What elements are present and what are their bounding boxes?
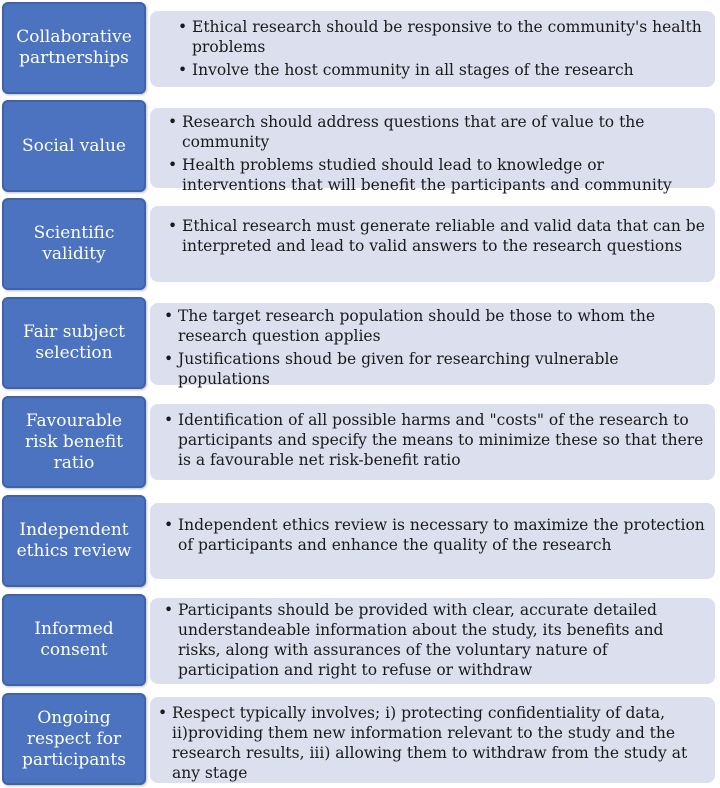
principle-label: Independent ethics review bbox=[2, 495, 146, 587]
bullet-point: • Research should address questions that are of value to the community bbox=[168, 112, 705, 152]
principle-label: Scientific validity bbox=[2, 198, 146, 290]
principle-description bbox=[150, 503, 715, 579]
principle-description bbox=[150, 11, 715, 87]
principle-description bbox=[150, 303, 715, 388]
principle-description bbox=[150, 697, 715, 783]
bullet-point: • Ethical research should be responsive to the community's health problems bbox=[178, 17, 705, 57]
bullet-point: • Justifications shoud be given for researching vulnerable populations bbox=[164, 349, 705, 389]
principle-description bbox=[150, 206, 715, 282]
principle-row bbox=[0, 693, 720, 785]
principle-row bbox=[0, 100, 720, 192]
principle-row bbox=[0, 2, 720, 94]
bullet-point: • Independent ethics review is necessary to maximize the protection of participants and enhance the quality of the research bbox=[164, 515, 705, 555]
principle-row bbox=[0, 198, 720, 290]
principle-label: Informed consent bbox=[2, 594, 146, 686]
bullet-point: • Health problems studied should lead to knowledge or interventions that will benefit the participants and community bbox=[168, 155, 705, 195]
principle-row bbox=[0, 297, 720, 389]
bullet-point: • The target research population should be those to whom the research question applies bbox=[164, 306, 705, 346]
principle-description bbox=[150, 404, 715, 480]
principle-label: Favourable risk benefit ratio bbox=[2, 396, 146, 488]
bullet-point: • Participants should be provided with clear, accurate detailed understandeable information about the study, its benefits and risks, along with assurances of the voluntary nature of participation and right to refuse or withdraw bbox=[164, 600, 705, 680]
principle-row bbox=[0, 396, 720, 488]
principle-row bbox=[0, 495, 720, 587]
principle-label: Fair subject selection bbox=[2, 297, 146, 389]
bullet-point: • Involve the host community in all stages of the research bbox=[178, 60, 705, 80]
principle-row bbox=[0, 594, 720, 686]
principle-description bbox=[150, 598, 715, 684]
principle-label: Ongoing respect for participants bbox=[2, 693, 146, 785]
bullet-point: • Ethical research must generate reliable and valid data that can be interpreted and lead to valid answers to the research questions bbox=[168, 216, 705, 256]
principle-label: Collaborative partnerships bbox=[2, 2, 146, 94]
bullet-point: • Respect typically involves; i) protecting confidentiality of data, ii)providing them new information relevant to the study and the research results, iii) allowing them to withdraw from the study at any stage bbox=[158, 703, 707, 783]
principle-description bbox=[150, 108, 715, 194]
principle-label: Social value bbox=[2, 100, 146, 192]
bullet-point: • Identification of all possible harms and "costs" of the research to participants and specify the means to minimize these so that there is a favourable net risk-benefit ratio bbox=[164, 410, 705, 470]
